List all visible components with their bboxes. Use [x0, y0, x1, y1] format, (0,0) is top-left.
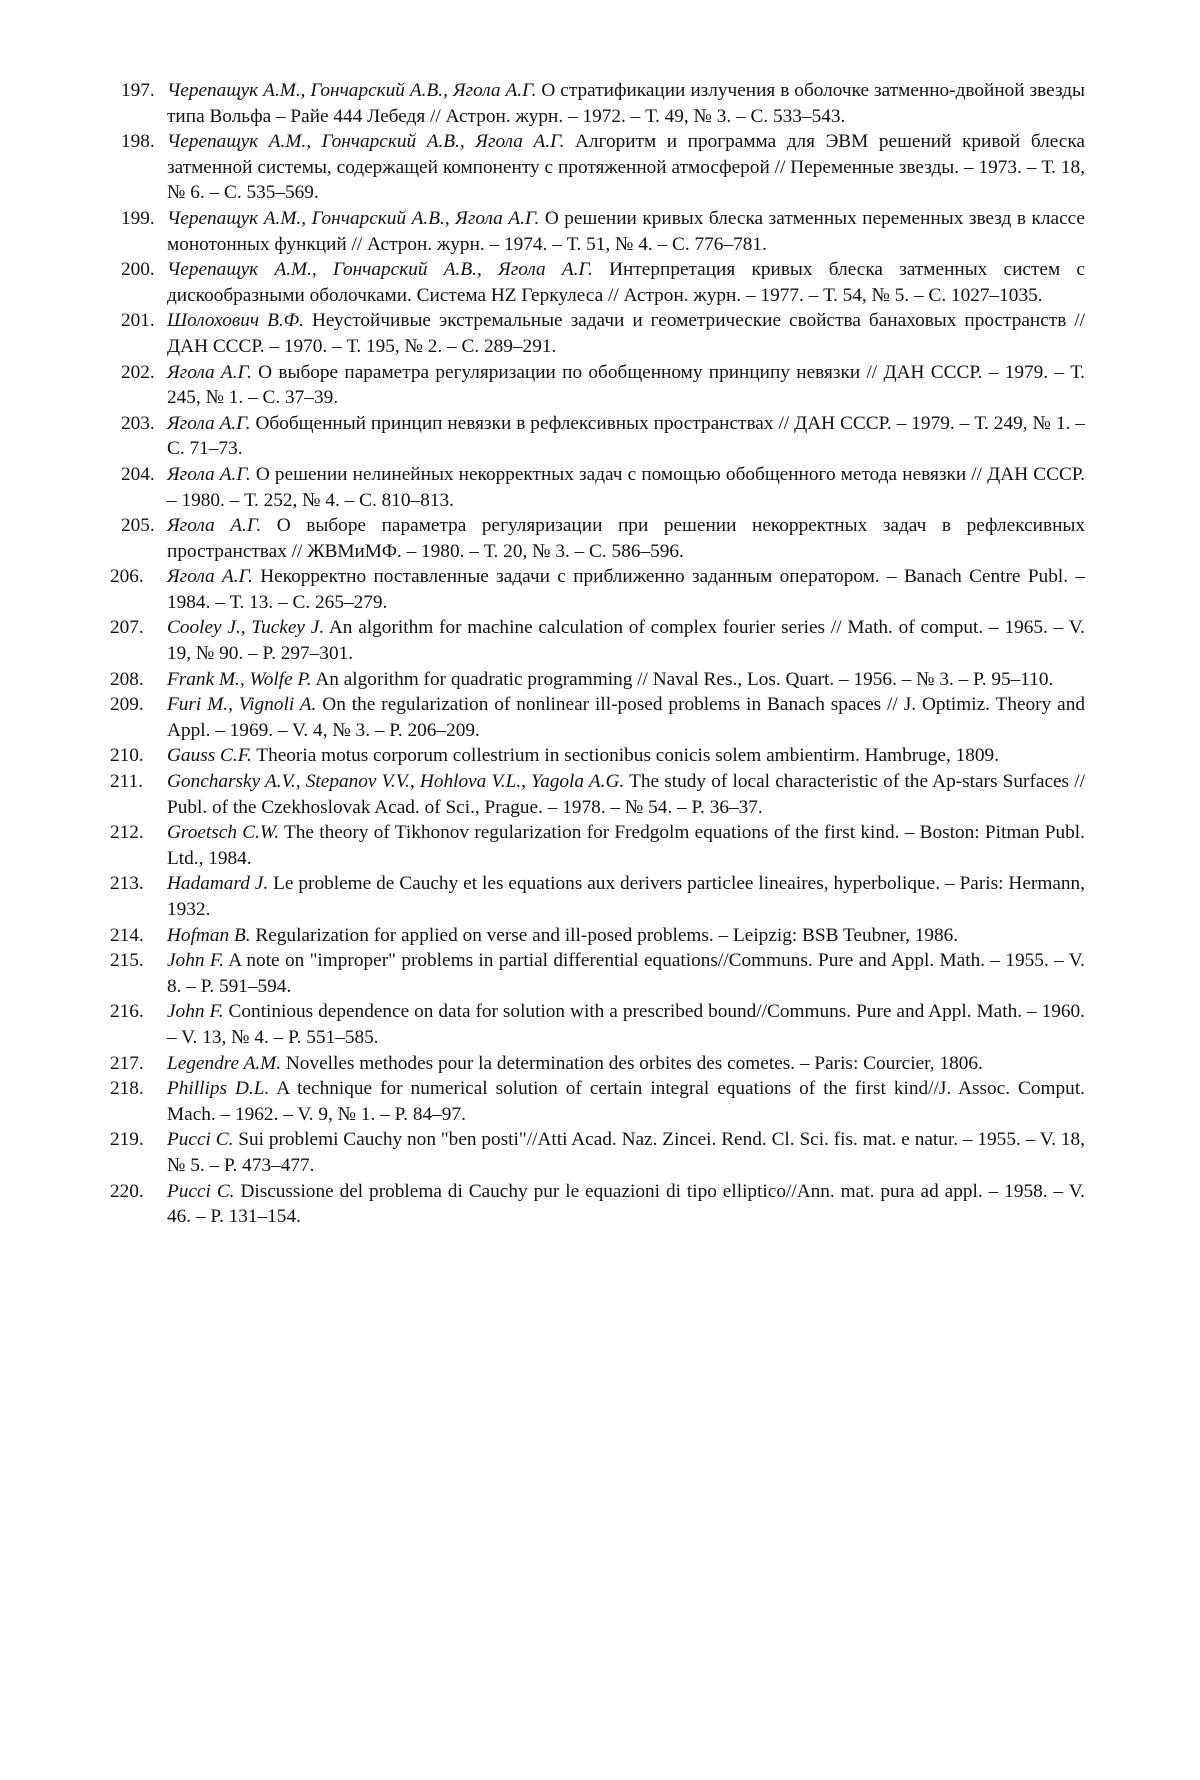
reference-text: An algorithm for quadratic programming // Naval Res., Los. Quart. – 1956. – № 3. – P. 95–110. [311, 668, 1054, 690]
reference-authors: Furi M., Vignoli A. [167, 694, 317, 716]
reference-item [110, 615, 1085, 666]
reference-text: Regularization for applied on verse and ill-posed problems. – Leipzig: BSB Teubner, 1986. [250, 924, 959, 946]
reference-number: 205. [121, 515, 155, 537]
reference-number: 207. [110, 617, 144, 639]
reference-number: 208. [110, 668, 144, 690]
reference-text: The study of local characteristic of the Ap-stars Surfaces // Publ. of the Czekhoslovak Acad. of Sci., Prague. – 1978. – № 54. – P. 36–37. [167, 771, 1085, 818]
reference-text: Le probleme de Cauchy et les equations aux derivers particlee lineaires, hyperbolique. – Paris: Hermann, 1932. [167, 873, 1085, 920]
reference-item [110, 1076, 1085, 1127]
reference-authors: Черепащук А.М., Гончарский А.В., Ягола А.Г. [167, 80, 537, 101]
reference-text: Обобщенный принцип невязки в рефлексивных пространствах // ДАН СССР. – 1979. – Т. 249, № 1. – С. 71–73. [167, 412, 1085, 460]
reference-number: 219. [110, 1129, 144, 1151]
reference-text: О выборе параметра регуляризации при решении некорректных задач в рефлексивных пространствах // ЖВМиМФ. – 1980. – Т. 20, № 3. – С. 586–596. [167, 515, 1085, 562]
reference-number: 204. [121, 463, 155, 485]
reference-text: Theoria motus corporum collestrium in sectionibus conicis solem ambientirm. Hambruge, 1809. [251, 745, 1000, 767]
reference-item [121, 78, 1085, 129]
reference-item [110, 923, 1085, 949]
reference-number: 200. [121, 259, 155, 281]
reference-authors: Cooley J., Tuckey J. [167, 617, 325, 639]
reference-authors: Ягола А.Г. [167, 566, 253, 588]
reference-authors: Goncharsky A.V., Stepanov V.V., Hohlova V.L., Yagola A.G. [167, 771, 625, 793]
reference-number: 209. [110, 694, 144, 716]
reference-item [121, 462, 1085, 513]
reference-number: 217. [110, 1052, 144, 1074]
reference-item [110, 564, 1085, 615]
reference-item [121, 360, 1085, 411]
reference-text: An algorithm for machine calculation of complex fourier series // Math. of comput. – 1965. – V. 19, № 90. – P. 297–301. [167, 617, 1085, 665]
reference-authors: Pucci C. [167, 1180, 235, 1202]
reference-text: The theory of Tikhonov regularization for Fredgolm equations of the first kind. – Boston: Pitman Publ. Ltd., 1984. [167, 822, 1085, 869]
reference-item [121, 308, 1086, 359]
reference-authors: Phillips D.L. [167, 1078, 270, 1100]
reference-authors: Ягола А.Г. [167, 412, 251, 434]
reference-item [110, 948, 1085, 999]
reference-item [110, 871, 1085, 922]
reference-text: On the regularization of nonlinear ill-posed problems in Banach spaces // J. Optimiz. Theory and Appl. – 1969. – V. 4, № 3. – P. 206–209. [167, 694, 1086, 741]
reference-item [110, 1127, 1085, 1178]
reference-authors: Черепащук А.М., Гончарский А.В., Ягола А.Г. [167, 131, 565, 153]
reference-number: 203. [121, 412, 155, 434]
reference-number: 220. [110, 1180, 144, 1202]
reference-text: A note on "improper" problems in partial differential equations//Communs. Pure and Appl. Math. – 1955. – V. 8. – P. 591–594. [167, 950, 1085, 997]
reference-authors: Ягола А.Г. [167, 361, 252, 383]
reference-number: 197. [121, 80, 155, 101]
reference-authors: John F. [167, 950, 224, 972]
reference-authors: Ягола А.Г. [167, 463, 251, 485]
reference-number: 201. [121, 310, 155, 332]
reference-number: 212. [110, 822, 144, 844]
reference-number: 218. [110, 1078, 144, 1100]
reference-authors: Hadamard J. [167, 873, 269, 895]
reference-text: О решении нелинейных некорректных задач с помощью обобщенного метода невязки // ДАН СССР. – 1980. – Т. 252, № 4. – С. 810–813. [167, 463, 1085, 511]
reference-authors: Groetsch C.W. [167, 822, 280, 844]
reference-text: Sui problemi Cauchy non "ben posti"//Atti Acad. Naz. Zincei. Rend. Cl. Sci. fis. mat. e natur. – 1955. – V. 18, № 5. – P. 473–477. [167, 1129, 1085, 1176]
reference-text: Некорректно поставленные задачи с приближенно заданным оператором. – Banach Centre Publ. – 1984. – Т. 13. – С. 265–279. [167, 566, 1085, 613]
reference-number: 210. [110, 745, 144, 767]
reference-text: A technique for numerical solution of certain integral equations of the first kind//J. Assoc. Comput. Mach. – 1962. – V. 9, № 1. – P. 84–97. [167, 1078, 1085, 1125]
reference-number: 198. [121, 131, 155, 153]
reference-number: 211. [110, 771, 144, 793]
reference-text: Discussione del problema di Cauchy pur le equazioni di tipo ellipticо//Ann. mat. pura ad appl. – 1958. – V. 46. – P. 131–154. [167, 1180, 1085, 1228]
reference-number: 202. [121, 361, 155, 383]
reference-authors: Frank M., Wolfe P. [167, 668, 312, 690]
reference-authors: Ягола А.Г. [167, 515, 262, 537]
reference-item [110, 667, 1085, 693]
reference-item [121, 411, 1085, 462]
reference-text: О решении кривых блеска затменных переменных звезд в классе монотонных функций // Астрон. журн. – 1974. – Т. 51, № 4. – С. 776–781. [167, 207, 1085, 255]
reference-item [121, 513, 1085, 564]
reference-number: 199. [121, 207, 155, 229]
reference-text: Неустойчивые экстремальные задачи и геометрические свойства банаховых пространств // ДАН СССР. – 1970. – Т. 195, № 2. – С. 289–291. [167, 310, 1086, 357]
reference-authors: Черепащук А.М., Гончарский А.В., Ягола А.Г. [167, 259, 593, 281]
reference-authors: Hofman B. [167, 924, 251, 946]
reference-text: Алгоритм и программа для ЭВМ решений кривой блеска затменной системы, содержащей компоненту с протяженной атмосферой // Переменные звезды. – 1973. – Т. 18, № 6. – С. 535–569. [167, 131, 1085, 204]
reference-list [110, 78, 1086, 1230]
reference-text: О стратификации излучения в оболочке затменно-двойной звезды типа Вольфа – Райе 444 Лебедя // Астрон. журн. – 1972. – Т. 49, № 3. – С. 533–543. [167, 80, 1085, 127]
reference-number: 213. [110, 873, 144, 895]
reference-text: Continious dependence on data for solution with a prescribed bound//Communs. Pure and Appl. Math. – 1960. – V. 13, № 4. – P. 551–585. [167, 1001, 1085, 1048]
reference-item [110, 1051, 1085, 1077]
reference-authors: Gauss C.F. [167, 745, 252, 767]
reference-text: Novelles methodes pour la determination des orbites des cometes. – Paris: Courcier, 1806. [281, 1052, 983, 1074]
reference-number: 206. [110, 566, 144, 588]
reference-authors: John F. [167, 1001, 224, 1023]
reference-item [110, 743, 1085, 769]
reference-text: Интерпретация кривых блеска затменных систем с дискообразными оболочками. Система HZ Геркулеса // Астрон. журн. – 1977. – Т. 54, № 5. – С. 1027–1035. [167, 259, 1085, 306]
reference-number: 215. [110, 950, 144, 972]
reference-item [121, 129, 1085, 206]
reference-item [110, 692, 1086, 743]
reference-item [110, 769, 1085, 820]
reference-text: О выборе параметра регуляризации по обобщенному принципу невязки // ДАН СССР. – 1979. – Т. 245, № 1. – С. 37–39. [167, 361, 1085, 409]
reference-item [110, 820, 1085, 871]
reference-item [110, 999, 1085, 1050]
reference-authors: Legendre A.M. [167, 1052, 282, 1074]
reference-number: 216. [110, 1001, 144, 1023]
reference-item [121, 206, 1085, 257]
reference-authors: Черепащук А.М., Гончарский А.В., Ягола А.Г. [167, 207, 540, 229]
reference-number: 214. [110, 924, 144, 946]
reference-authors: Pucci C. [167, 1129, 234, 1151]
reference-item [121, 257, 1085, 308]
reference-item [110, 1179, 1085, 1230]
reference-authors: Шолохович В.Ф. [167, 310, 305, 332]
